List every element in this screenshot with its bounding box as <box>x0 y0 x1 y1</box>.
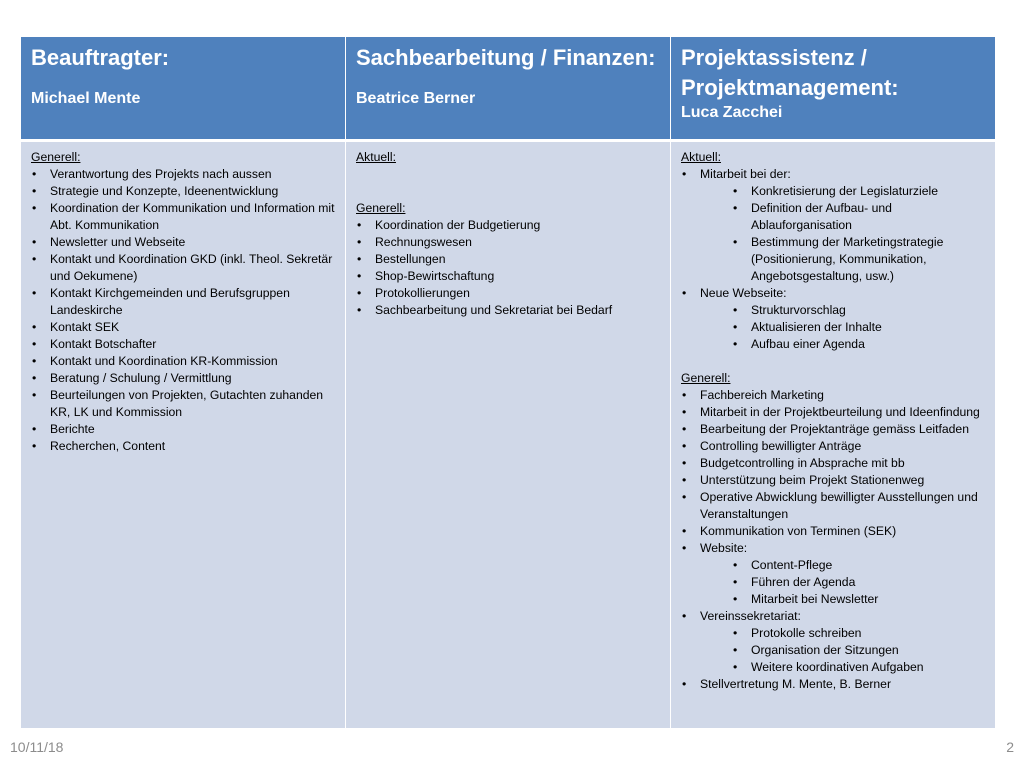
header-beauftragter <box>21 37 346 141</box>
list-item <box>681 166 985 285</box>
sub-list <box>700 302 985 353</box>
cell-beauftragter <box>21 141 346 729</box>
list-item: • Shop-Bewirtschaftung <box>356 268 660 285</box>
list-item: • Newsletter und Webseite <box>31 234 335 251</box>
body-row <box>21 141 996 729</box>
list-item: • Recherchen, Content <box>31 438 335 455</box>
list-item-label: Website: <box>700 541 748 555</box>
list-item: • Kontakt und Koordination KR-Kommission <box>31 353 335 370</box>
list-item: • Kontakt Kirchgemeinden und Berufsgruppen Landeskirche <box>31 285 335 319</box>
sub-list <box>700 183 985 285</box>
list-item: • Controlling bewilligter Anträge <box>681 438 985 455</box>
list-item <box>681 540 985 608</box>
sub-list-item: • Aufbau einer Agenda <box>700 336 985 353</box>
list-item: • Stellvertretung M. Mente, B. Berner <box>681 676 985 693</box>
role-title-line1: Projektassistenz / <box>681 45 867 70</box>
list-item: • Kontakt und Koordination GKD (inkl. Theol. Sekretär und Oekumene) <box>31 251 335 285</box>
list-item: • Mitarbeit in der Projektbeurteilung und Ideenfindung <box>681 404 985 421</box>
sub-list-item: • Definition der Aufbau- und Ablauforganisation <box>700 200 985 234</box>
section-heading-generell: Generell: <box>681 371 731 385</box>
list-item: • Budgetcontrolling in Absprache mit bb <box>681 455 985 472</box>
sub-list-item: • Bestimmung der Marketingstrategie (Positionierung, Kommunikation, Angebotsgestaltung, usw.) <box>700 234 985 285</box>
list-item: • Beratung / Schulung / Vermittlung <box>31 370 335 387</box>
sub-list <box>700 625 985 676</box>
list-item: • Protokollierungen <box>356 285 660 302</box>
list-item <box>681 608 985 676</box>
responsibility-table <box>20 36 996 729</box>
task-list <box>356 217 660 319</box>
role-title: Beauftragter: <box>31 45 170 70</box>
list-item: • Strategie und Konzepte, Ideenentwicklung <box>31 183 335 200</box>
footer-date: 10/11/18 <box>10 739 64 755</box>
section-heading-generell: Generell: <box>356 201 406 215</box>
task-list <box>681 387 985 693</box>
header-sachbearbeitung <box>346 37 671 141</box>
sub-list-item: • Konkretisierung der Legislaturziele <box>700 183 985 200</box>
sub-list-item: • Content-Pflege <box>700 557 985 574</box>
list-item <box>681 285 985 353</box>
role-title: Sachbearbeitung / Finanzen: <box>356 45 656 70</box>
list-item-label: Mitarbeit bei der: <box>700 167 791 181</box>
section-heading-generell: Generell: <box>31 150 81 164</box>
list-item: • Sachbearbeitung und Sekretariat bei Bedarf <box>356 302 660 319</box>
cell-sachbearbeitung <box>346 141 671 729</box>
page-number: 2 <box>1006 739 1014 755</box>
list-item: • Beurteilungen von Projekten, Gutachten zuhanden KR, LK und Kommission <box>31 387 335 421</box>
list-item: • Bestellungen <box>356 251 660 268</box>
list-item-label: Neue Webseite: <box>700 286 787 300</box>
list-item-label: Vereinssekretariat: <box>700 609 801 623</box>
list-item: • Koordination der Kommunikation und Information mit Abt. Kommunikation <box>31 200 335 234</box>
sub-list-item: • Protokolle schreiben <box>700 625 985 642</box>
list-item: • Verantwortung des Projekts nach aussen <box>31 166 335 183</box>
list-item: • Fachbereich Marketing <box>681 387 985 404</box>
sub-list-item: • Mitarbeit bei Newsletter <box>700 591 985 608</box>
task-list <box>31 166 335 455</box>
list-item: • Operative Abwicklung bewilligter Ausstellungen und Veranstaltungen <box>681 489 985 523</box>
header-projektassistenz <box>671 37 996 141</box>
section-heading-aktuell: Aktuell: <box>681 150 721 164</box>
list-item: • Unterstützung beim Projekt Stationenweg <box>681 472 985 489</box>
header-row <box>21 37 996 141</box>
role-title-line2: Projektmanagement: <box>681 75 899 100</box>
list-item: • Kontakt Botschafter <box>31 336 335 353</box>
cell-projektassistenz <box>671 141 996 729</box>
sub-list-item: • Weitere koordinativen Aufgaben <box>700 659 985 676</box>
sub-list-item: • Führen der Agenda <box>700 574 985 591</box>
spacer <box>356 166 660 183</box>
person-name: Michael Mente <box>31 90 141 107</box>
list-item: • Rechnungswesen <box>356 234 660 251</box>
spacer <box>356 183 660 200</box>
person-name: Beatrice Berner <box>356 90 476 107</box>
list-item: • Berichte <box>31 421 335 438</box>
spacer <box>681 353 985 370</box>
person-name: Luca Zacchei <box>681 104 783 121</box>
sub-list-item: • Strukturvorschlag <box>700 302 985 319</box>
list-item: • Bearbeitung der Projektanträge gemäss Leitfaden <box>681 421 985 438</box>
task-list <box>681 166 985 353</box>
list-item: • Koordination der Budgetierung <box>356 217 660 234</box>
sub-list <box>700 557 985 608</box>
sub-list-item: • Organisation der Sitzungen <box>700 642 985 659</box>
list-item: • Kontakt SEK <box>31 319 335 336</box>
list-item: • Kommunikation von Terminen (SEK) <box>681 523 985 540</box>
sub-list-item: • Aktualisieren der Inhalte <box>700 319 985 336</box>
section-heading-aktuell: Aktuell: <box>356 150 396 164</box>
